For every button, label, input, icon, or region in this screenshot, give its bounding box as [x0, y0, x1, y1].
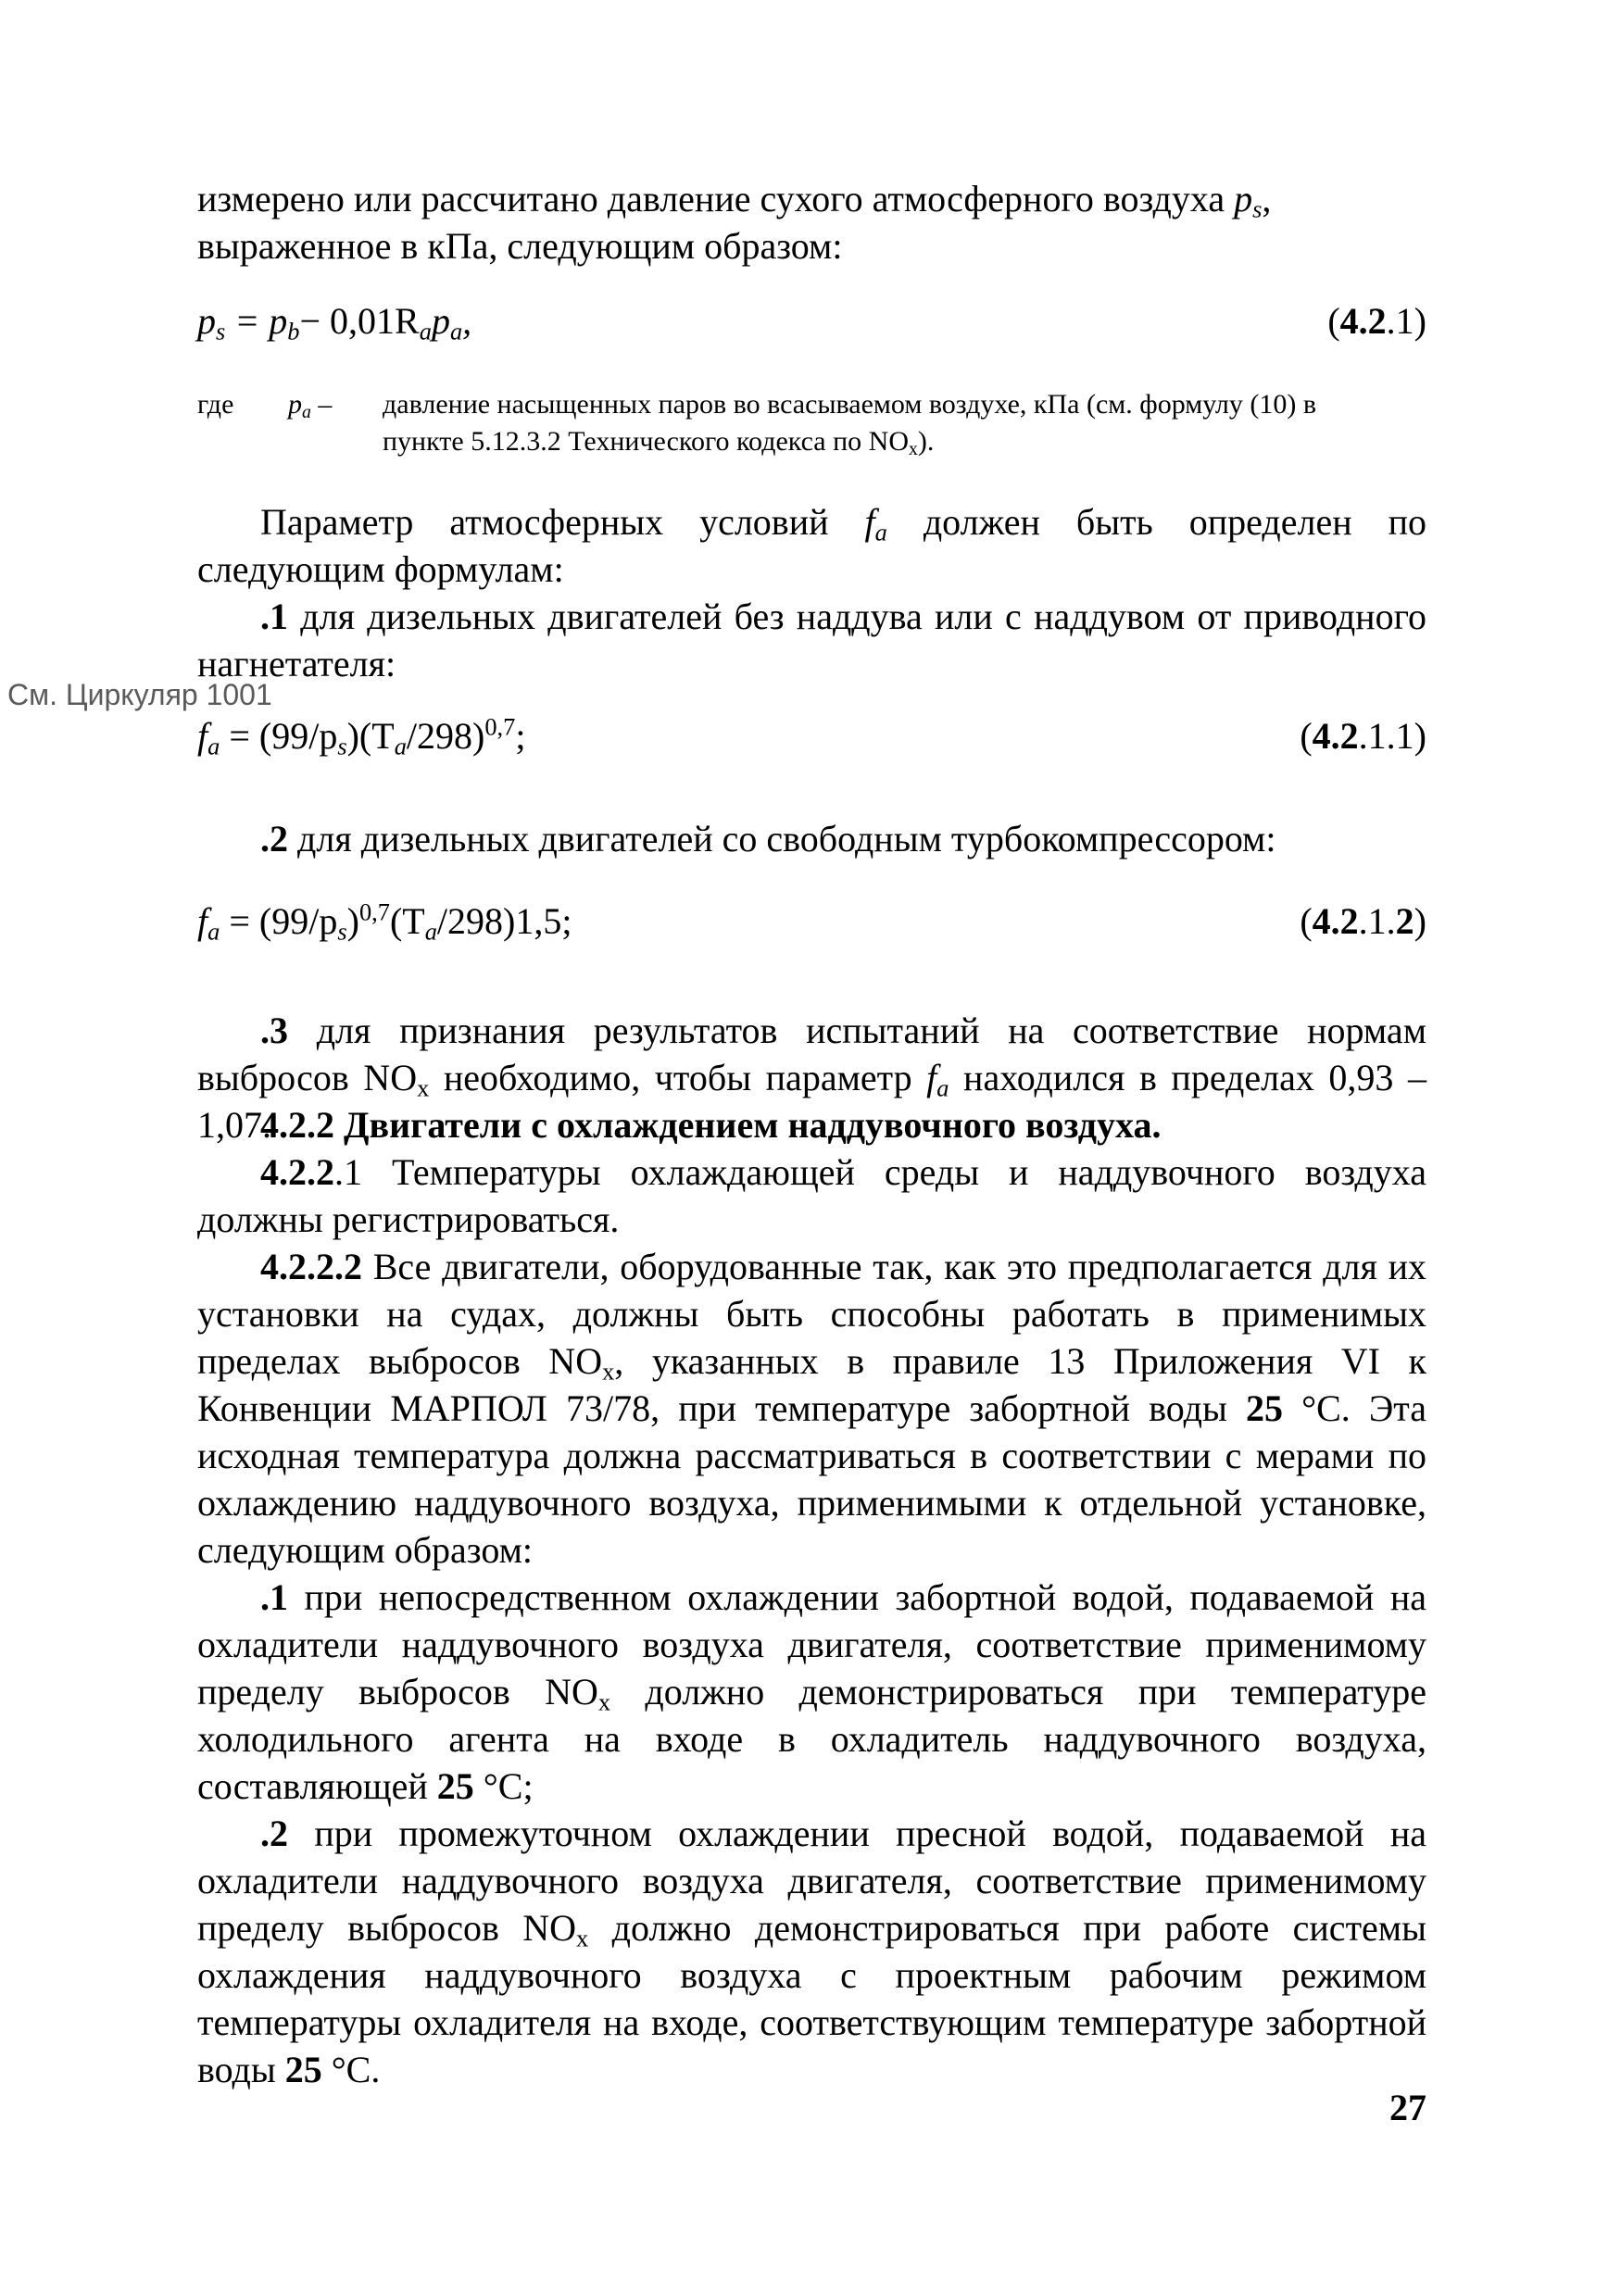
- atmosphere-paragraph: Параметр атмосферных условий $f_a$ должен быть определен по следующим формулам:: [197, 501, 1427, 590]
- document-page: [197, 0, 1426, 2296]
- subitem-1: .1 при непосредственном охлаждении забортной водой, подаваемой на охладители наддувочного воздуха двигателя, соответствие применимому пределу выбросов $NO_x$ должно демонстрироваться при температуре холодильного агента на входе в охладитель наддувочного воздуха, составляющей 25 °С;: [197, 1576, 1426, 1807]
- page-number: 27: [1389, 2087, 1426, 2128]
- equation-4-2-1-2: [197, 898, 1426, 945]
- formula: $p_s = p_b- 0,01R_ap_a$,: [197, 300, 472, 345]
- item-1: .1 для дизельных двигателей без наддува или с наддувом от приводного нагнетателя:: [197, 596, 1426, 684]
- intro-line-2: выраженное в кПа, следующим образом:: [197, 225, 843, 267]
- item-3: .3 для признания результатов испытаний на соответствие нормам выбросов $NO_x$ необходимо, чтобы параметр $f_a$ находился в пределах 0,93 – 1,07.: [197, 1010, 1427, 1146]
- equation-number: (4.2.1.1): [1300, 715, 1426, 757]
- var-pa: $p_a$ –: [288, 389, 333, 422]
- formula: $f_a = (99/p_s)^{0,7}(T_a/298)1,5$;: [197, 897, 572, 946]
- section-4-2-2-2: 4.2.2.2 Все двигатели, оборудованные так, как это предполагается для их установки на судах, должны быть способны работать в применимых пределах выбросов $NO_x$, указанных в правиле 13 Приложения VI к Конвенции МАРПОЛ 73/78, при температуре забортной воды 25 °С. Эта исходная температура должна рассматриваться в соответствии с мерами по охлаждению наддувочного воздуха, применимыми к отдельной установке, следующим образом:: [197, 1246, 1427, 1571]
- formula: $f_a = (99/p_s)(T_a/298)^{0,7}$;: [197, 712, 526, 760]
- equation-number: (4.2.1): [1327, 300, 1426, 342]
- circular-reference-note: См. Циркуляр 1001: [7, 678, 272, 711]
- equation-4-2-1: [197, 298, 1426, 345]
- intro-line-1: измерено или рассчитано давление сухого атмосферного воздуха $p_s$,: [197, 178, 1272, 223]
- equation-4-2-1-1: [197, 713, 1426, 759]
- section-4-2-2-1: 4.2.2.1 Температуры охлаждающей среды и наддувочного воздуха должны регистрироваться.: [197, 1151, 1427, 1240]
- subitem-2: .2 при промежуточном охлаждении пресной водой, подаваемой на охладители наддувочного воздуха двигателя, соответствие применимому пределу выбросов $NO_x$ должно демонстрироваться при работе системы охлаждения наддувочного воздуха с проектным рабочим режимом температуры охладителя на входе, соответствующим температуре забортной воды 25 °С.: [197, 1813, 1426, 2090]
- section-4-2-2: 4.2.2 Двигатели с охлаждением наддувочного воздуха.: [260, 1104, 1162, 1146]
- var-ps: $p_s$: [1234, 178, 1263, 223]
- where-clause: где $p_a$ – давление насыщенных паров во всасываемом воздухе, кПа (см. формулу (10) в пункте 5.12.3.2 Технического кодекса по $NO_x$).: [197, 386, 1426, 460]
- equation-number: (4.2.1.2): [1300, 900, 1426, 942]
- item-2: .2 для дизельных двигателей со свободным турбокомпрессором:: [260, 818, 1276, 859]
- where-text: давление насыщенных паров во всасываемом воздухе, кПа (см. формулу (10) в пункте 5.12.3.2 Технического кодекса по $NO_x$).: [383, 389, 1317, 459]
